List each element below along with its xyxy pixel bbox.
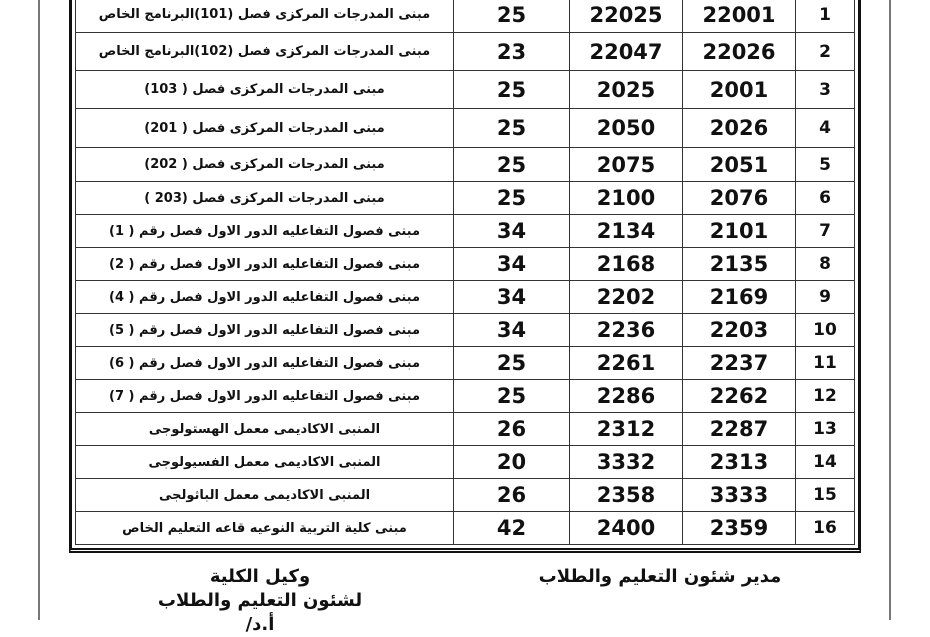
seat-to: 2134	[570, 215, 683, 248]
row-index: 7	[796, 215, 855, 248]
seat-from: 2076	[683, 182, 796, 215]
row-capacity: 25	[454, 380, 570, 413]
table-row	[76, 182, 855, 215]
seat-to: 2100	[570, 182, 683, 215]
table-row	[76, 479, 855, 512]
row-index: 10	[796, 314, 855, 347]
row-capacity: 25	[454, 347, 570, 380]
row-capacity: 34	[454, 281, 570, 314]
vice-dean-signature	[140, 565, 380, 637]
row-location: المنبى الاكاديمى معمل الهستولوجى	[76, 413, 454, 446]
row-capacity: 34	[454, 215, 570, 248]
seat-from: 2359	[683, 512, 796, 545]
table-row	[76, 71, 855, 109]
table-row	[76, 109, 855, 148]
seat-from: 22001	[683, 0, 796, 33]
row-location: مبنى فصول التفاعليه الدور الاول فصل رقم ( 2)	[76, 248, 454, 281]
row-capacity: 20	[454, 446, 570, 479]
row-index: 5	[796, 148, 855, 182]
seat-to: 22047	[570, 33, 683, 71]
seat-to: 22025	[570, 0, 683, 33]
seat-from: 2203	[683, 314, 796, 347]
row-location: مبنى فصول التفاعليه الدور الاول فصل رقم ( 5)	[76, 314, 454, 347]
row-index: 12	[796, 380, 855, 413]
vice-dean-department: لشئون التعليم والطلاب	[157, 590, 363, 611]
seat-from: 2051	[683, 148, 796, 182]
row-index: 4	[796, 109, 855, 148]
table-row	[76, 0, 855, 33]
table-row	[76, 314, 855, 347]
row-capacity: 42	[454, 512, 570, 545]
seat-to: 2286	[570, 380, 683, 413]
row-capacity: 25	[454, 148, 570, 182]
row-index: 16	[796, 512, 855, 545]
row-location: مبنى فصول التفاعليه الدور الاول فصل رقم ( 1)	[76, 215, 454, 248]
row-capacity: 34	[454, 248, 570, 281]
seat-to: 2025	[570, 71, 683, 109]
row-capacity: 25	[454, 0, 570, 33]
seat-from: 22026	[683, 33, 796, 71]
row-location: مبنى المدرجات المركزى فصل (203 )	[76, 182, 454, 215]
seat-from: 2262	[683, 380, 796, 413]
table-row	[76, 148, 855, 182]
seat-to: 2075	[570, 148, 683, 182]
seat-to: 2400	[570, 512, 683, 545]
row-capacity: 25	[454, 109, 570, 148]
row-index: 9	[796, 281, 855, 314]
row-capacity: 23	[454, 33, 570, 71]
row-location: مبنى فصول التفاعليه الدور الاول فصل رقم ( 4)	[76, 281, 454, 314]
seating-table	[69, 0, 861, 553]
row-capacity: 34	[454, 314, 570, 347]
row-index: 2	[796, 33, 855, 71]
row-location: المنبى الاكاديمى معمل الباثولجى	[76, 479, 454, 512]
row-index: 13	[796, 413, 855, 446]
table-row	[76, 248, 855, 281]
row-location: مبنى المدرجات المركزى فصل ( 201)	[76, 109, 454, 148]
seat-to: 2312	[570, 413, 683, 446]
seat-to: 2202	[570, 281, 683, 314]
seating-table-body	[76, 0, 855, 545]
row-index: 14	[796, 446, 855, 479]
seat-to: 2358	[570, 479, 683, 512]
row-index: 11	[796, 347, 855, 380]
seat-from: 2169	[683, 281, 796, 314]
table-row	[76, 413, 855, 446]
table-row	[76, 281, 855, 314]
row-index: 6	[796, 182, 855, 215]
row-capacity: 25	[454, 71, 570, 109]
table-row	[76, 347, 855, 380]
table-row	[76, 512, 855, 545]
row-location: مبنى المدرجات المركزى فصل (102)البرنامج الخاص	[76, 33, 454, 71]
row-index: 3	[796, 71, 855, 109]
seat-from: 2287	[683, 413, 796, 446]
table-row	[76, 33, 855, 71]
row-location: مبنى كلية التربية النوعيه قاعه التعليم الخاص	[76, 512, 454, 545]
seat-from: 3333	[683, 479, 796, 512]
row-capacity: 26	[454, 413, 570, 446]
seat-from: 2313	[683, 446, 796, 479]
row-location: مبنى المدرجات المركزى فصل (101)البرنامج الخاص	[76, 0, 454, 33]
row-location: مبنى فصول التفاعليه الدور الاول فصل رقم ( 7)	[76, 380, 454, 413]
row-index: 15	[796, 479, 855, 512]
seat-to: 2168	[570, 248, 683, 281]
row-location: مبنى المدرجات المركزى فصل ( 103)	[76, 71, 454, 109]
row-location: مبنى فصول التفاعليه الدور الاول فصل رقم ( 6)	[76, 347, 454, 380]
page-border-left	[38, 0, 40, 620]
table-row	[76, 215, 855, 248]
vice-dean-name: أ.د/	[245, 614, 275, 635]
seat-from: 2026	[683, 109, 796, 148]
director-signature	[530, 565, 790, 589]
row-location: المنبى الاكاديمى معمل الفسيولوجى	[76, 446, 454, 479]
table-row	[76, 446, 855, 479]
seat-from: 2101	[683, 215, 796, 248]
seat-to: 3332	[570, 446, 683, 479]
seat-from: 2135	[683, 248, 796, 281]
row-index: 1	[796, 0, 855, 33]
row-index: 8	[796, 248, 855, 281]
table-row	[76, 380, 855, 413]
seat-to: 2236	[570, 314, 683, 347]
row-capacity: 26	[454, 479, 570, 512]
seat-to: 2261	[570, 347, 683, 380]
page-border-right	[889, 0, 891, 620]
row-location: مبنى المدرجات المركزى فصل ( 202)	[76, 148, 454, 182]
director-title: مدير شئون التعليم والطلاب	[538, 566, 782, 587]
row-capacity: 25	[454, 182, 570, 215]
seat-to: 2050	[570, 109, 683, 148]
vice-dean-title: وكيل الكلية	[209, 566, 311, 587]
seat-from: 2001	[683, 71, 796, 109]
seat-from: 2237	[683, 347, 796, 380]
